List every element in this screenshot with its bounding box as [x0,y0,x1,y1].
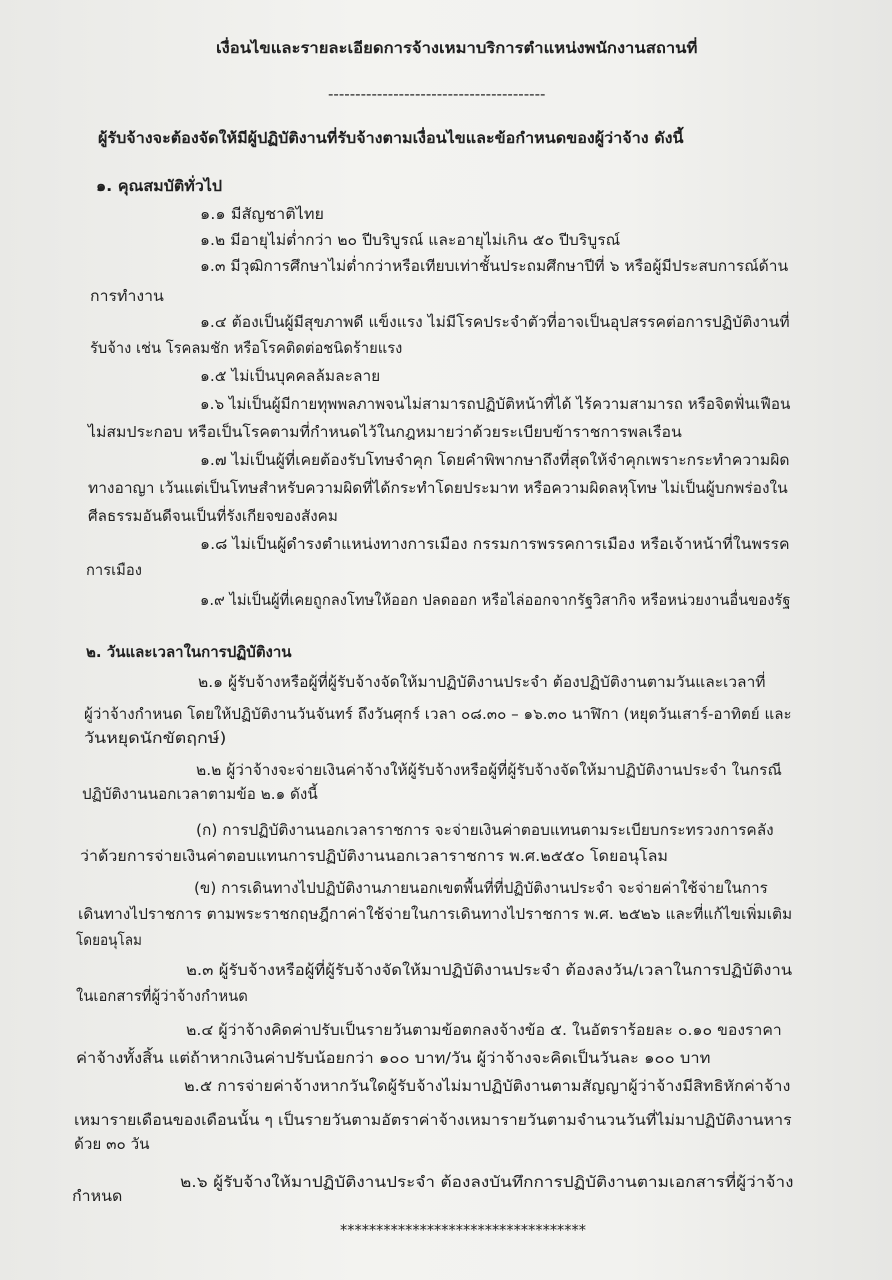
item-2-5-line-1: ๒.๕ การจ่ายค่าจ้างหากวันใดผู้รับจ้างไม่มาปฏิบัติงานตามสัญญาผู้ว่าจ้างมีสิทธิหักค่าจ้าง [184,1077,791,1095]
item-1-7-line-1: ๑.๗ ไม่เป็นผู้ที่เคยต้องรับโทษจำคุก โดยคำพิพากษาถึงที่สุดให้จำคุกเพราะกระทำความผิด [200,451,790,469]
item-2-1-line-3: วันหยุดนักขัตฤกษ์) [84,729,227,747]
item-2-6-line-1: ๒.๖ ผู้รับจ้างให้มาปฏิบัติงานประจำ ต้องลงบันทึกการปฏิบัติงานตามเอกสารที่ผู้ว่าจ้าง [180,1173,794,1191]
item-2-2-line-1: ๒.๒ ผู้ว่าจ้างจะจ่ายเงินค่าจ้างให้ผู้รับจ้างหรือผู้ที่ผู้รับจ้างจัดให้มาปฏิบัติงานประจำ ในกรณี [196,761,782,779]
item-2-5-line-2: เหมารายเดือนของเดือนนั้น ๆ เป็นรายวันตามอัตราค่าจ้างเหมารายวันตามจำนวนวันที่ไม่มาปฏิบัติงานหาร [74,1111,792,1129]
document-title: เงื่อนไขและรายละเอียดการจ้างเหมาบริการตำแหน่งพนักงานสถานที่ [216,39,698,57]
item-1-1: ๑.๑ มีสัญชาติไทย [200,205,324,223]
section-1-heading: ๑. คุณสมบัติทั่วไป [96,177,223,195]
item-1-6-line-2: ไม่สมประกอบ หรือเป็นโรคตามที่กำหนดไว้ในกฎหมายว่าด้วยระเบียบข้าราชการพลเรือน [88,423,682,441]
footer-rule: ********************************** [340,1221,586,1239]
item-1-3-line-1: ๑.๓ มีวุฒิการศึกษาไม่ต่ำกว่าหรือเทียบเท่าชั้นประถมศึกษาปีที่ ๖ หรือผู้มีประสบการณ์ด้าน [200,257,789,275]
item-2-1-line-2: ผู้ว่าจ้างกำหนด โดยให้ปฏิบัติงานวันจันทร์ ถึงวันศุกร์ เวลา ๐๘.๓๐ – ๑๖.๓๐ นาฬิกา (หยุดวันเสาร์-อาทิตย์ และ [84,705,792,723]
item-2-2-k-line-1: (ก) การปฏิบัติงานนอกเวลาราชการ จะจ่ายเงินค่าตอบแทนตามระเบียบกระทรวงการคลัง [196,821,774,839]
item-1-3-line-2: การทำงาน [90,287,164,305]
section-2-heading: ๒. วันและเวลาในการปฏิบัติงาน [86,643,292,661]
item-1-8-line-1: ๑.๘ ไม่เป็นผู้ดำรงตำแหน่งทางการเมือง กรรมการพรรคการเมือง หรือเจ้าหน้าที่ในพรรค [200,535,790,553]
item-2-2-kh-line-3: โดยอนุโลม [76,931,142,949]
item-2-2-k-line-2: ว่าด้วยการจ่ายเงินค่าตอบแทนการปฏิบัติงานนอกเวลาราชการ พ.ศ.๒๕๕๐ โดยอนุโลม [80,847,668,865]
item-1-6-line-1: ๑.๖ ไม่เป็นผู้มีกายทุพพลภาพจนไม่สามารถปฏิบัติหน้าที่ได้ ไร้ความสามารถ หรือจิตฟั่นเฟือน [200,395,791,413]
item-1-2: ๑.๒ มีอายุไม่ต่ำกว่า ๒๐ ปีบริบูรณ์ และอายุไม่เกิน ๕๐ ปีบริบูรณ์ [200,231,621,249]
item-2-2-line-2: ปฏิบัติงานนอกเวลาตามข้อ ๒.๑ ดังนี้ [82,785,318,803]
item-1-8-line-2: การเมือง [86,561,142,579]
item-2-5-line-3: ด้วย ๓๐ วัน [74,1135,150,1153]
item-1-7-line-2: ทางอาญา เว้นแต่เป็นโทษสำหรับความผิดที่ได้กระทำโดยประมาท หรือความผิดลหุโทษ ไม่เป็นผู้บกพร่องใน [88,479,788,497]
item-1-4-line-2: รับจ้าง เช่น โรคลมชัก หรือโรคติดต่อชนิดร้ายแรง [90,339,403,357]
item-1-5: ๑.๕ ไม่เป็นบุคคลล้มละลาย [200,367,381,385]
item-1-4-line-1: ๑.๔ ต้องเป็นผู้มีสุขภาพดี แข็งแรง ไม่มีโรคประจำตัวที่อาจเป็นอุปสรรคต่อการปฏิบัติงานที่ [200,313,790,331]
item-2-6-line-2: กำหนด [72,1187,123,1205]
item-2-1-line-1: ๒.๑ ผู้รับจ้างหรือผู้ที่ผู้รับจ้างจัดให้มาปฏิบัติงานประจำ ต้องปฏิบัติงานตามวันและเวลาที่ [198,673,766,691]
item-2-2-kh-line-2: เดินทางไปราชการ ตามพระราชกฤษฎีกาค่าใช้จ่ายในการเดินทางไปราชการ พ.ศ. ๒๕๒๖ และที่แก้ไขเพิ่มเติม [78,905,793,923]
item-1-9: ๑.๙ ไม่เป็นผู้ที่เคยถูกลงโทษให้ออก ปลดออก หรือไล่ออกจากรัฐวิสากิจ หรือหน่วยงานอื่นของรัฐ [200,591,791,609]
intro-statement: ผู้รับจ้างจะต้องจัดให้มีผู้ปฏิบัติงานที่รับจ้างตามเงื่อนไขและข้อกำหนดของผู้ว่าจ้าง ดังนี้ [98,129,684,147]
item-2-4-line-1: ๒.๔ ผู้ว่าจ้างคิดค่าปรับเป็นรายวันตามข้อตกลงจ้างข้อ ๕. ในอัตราร้อยละ ๐.๑๐ ของราคา [186,1021,782,1039]
item-2-3-line-1: ๒.๓ ผู้รับจ้างหรือผู้ที่ผู้รับจ้างจัดให้มาปฏิบัติงานประจำ ต้องลงวัน/เวลาในการปฏิบัติงาน [186,961,793,979]
title-separator: ---------------------------------------- [328,85,546,103]
item-2-2-kh-line-1: (ข) การเดินทางไปปฏิบัติงานภายนอกเขตพื้นที่ที่ปฏิบัติงานประจำ จะจ่ายค่าใช้จ่ายในการ [194,879,768,897]
item-2-4-line-2: ค่าจ้างทั้งสิ้น แต่ถ้าหากเงินค่าปรับน้อยกว่า ๑๐๐ บาท/วัน ผู้ว่าจ้างจะคิดเป็นวันละ ๑๐๐ บาท [76,1049,711,1067]
item-2-3-line-2: ในเอกสารที่ผู้ว่าจ้างกำหนด [76,987,248,1005]
item-1-7-line-3: ศีลธรรมอันดีจนเป็นที่รังเกียจของสังคม [88,507,338,525]
